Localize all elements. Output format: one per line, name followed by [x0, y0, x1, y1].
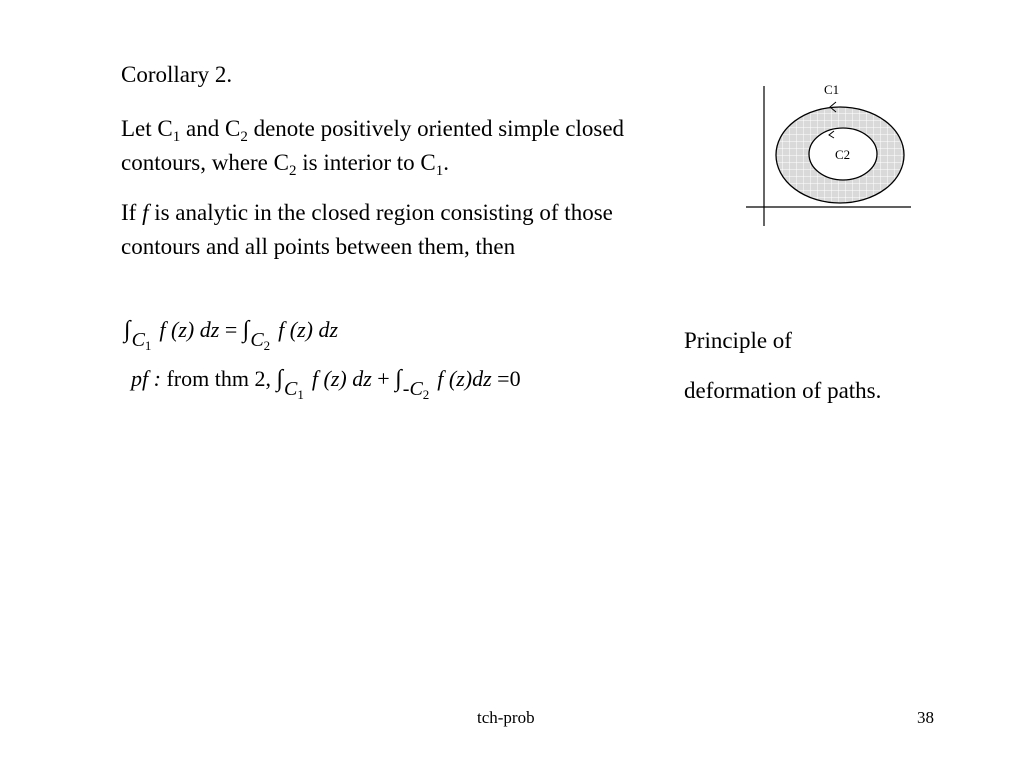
- corollary-statement: Let $C_1$ and $C_2$ denote positively oriented simple closed contours, where $C_2$ is interior to $C_1$.: [121, 116, 625, 179]
- proof-equation: pf : from thm 2, $\int C_1f$ (z) dz + $\int-C_2f$ (z)dz =0: [131, 366, 521, 402]
- c2-label: C2: [835, 147, 851, 162]
- page-number: 38: [917, 708, 934, 727]
- principle-note-line2: deformation of paths.: [684, 378, 882, 403]
- c1-label: C1: [824, 82, 840, 97]
- proof-from-text: from thm 2,: [166, 366, 271, 391]
- contour-diagram: [740, 78, 918, 230]
- deformation-equation: $\int C_1f$ (z) dz = $\int C_2f$ (z) dz: [124, 317, 339, 353]
- analyticity-condition: If f is analytic in the closed region consisting of those contours and all points between them, then: [121, 200, 613, 259]
- principle-note-line1: Principle of: [684, 328, 792, 353]
- corollary-heading: Corollary 2.: [121, 62, 233, 87]
- footer-title: tch-prob: [477, 708, 535, 727]
